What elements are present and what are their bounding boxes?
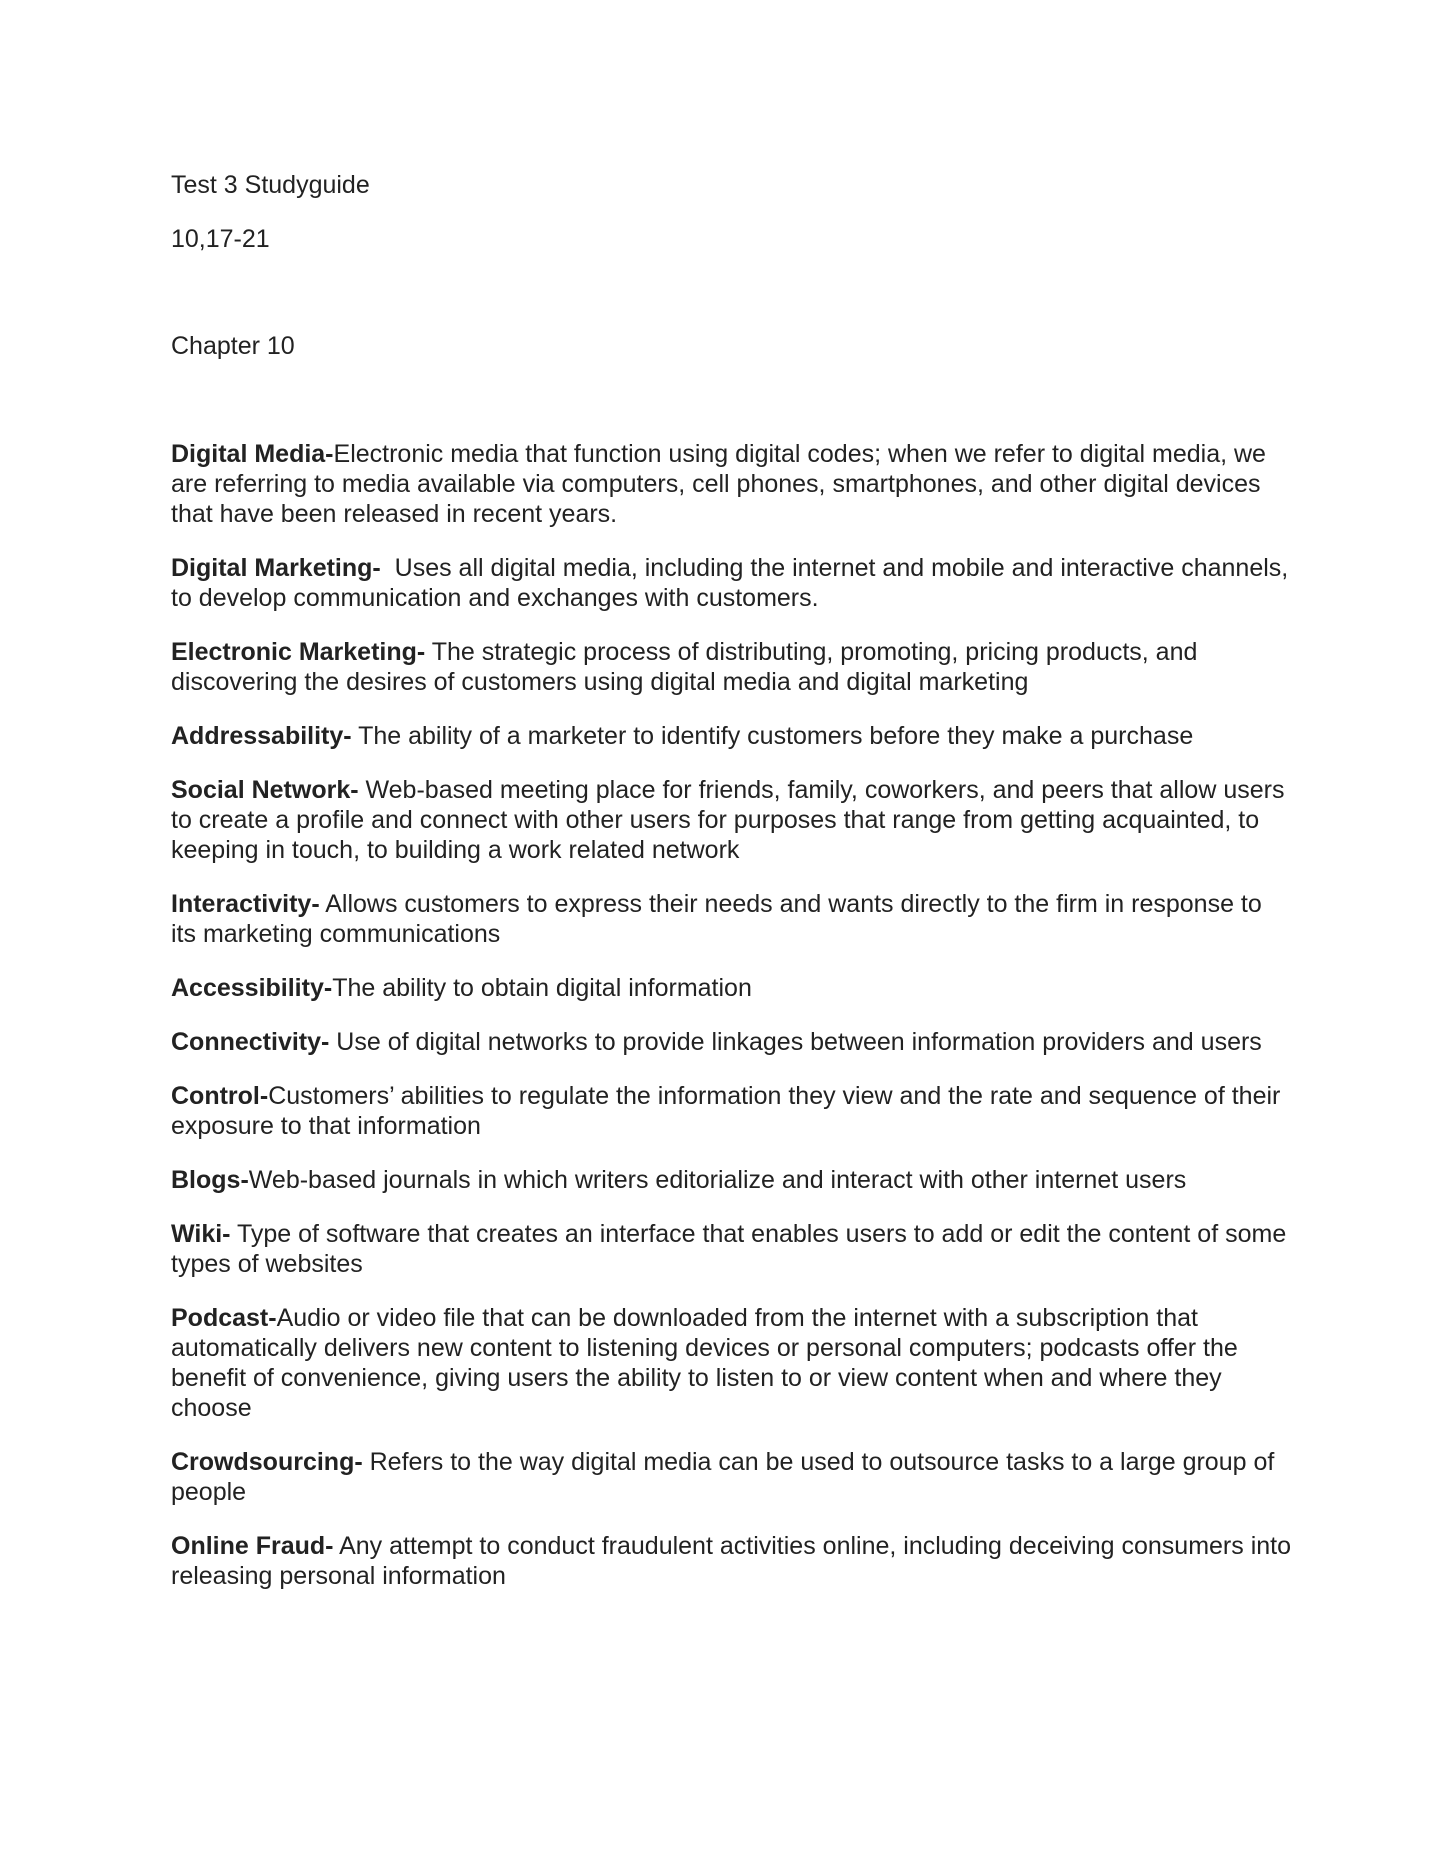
term-name: Digital Marketing- bbox=[171, 554, 381, 582]
term-definition: Web-based journals in which writers editorialize and interact with other internet users bbox=[248, 1166, 1187, 1194]
term-crowdsourcing bbox=[171, 1447, 1291, 1507]
term-definition: Any attempt to conduct fraudulent activities online, including deceiving consumers into releasing personal information bbox=[171, 1532, 1291, 1590]
term-control bbox=[171, 1081, 1291, 1141]
term-name: Podcast- bbox=[171, 1304, 277, 1332]
term-online-fraud bbox=[171, 1531, 1291, 1591]
term-definition: Uses all digital media, including the internet and mobile and interactive channels, to develop communication and exchanges with customers. bbox=[171, 554, 1296, 612]
term-name: Connectivity- bbox=[171, 1028, 330, 1056]
term-name: Social Network- bbox=[171, 776, 359, 804]
chapter-heading: Chapter 10 bbox=[171, 332, 295, 360]
term-definition: The ability of a marketer to identify customers before they make a purchase bbox=[351, 722, 1194, 750]
term-name: Electronic Marketing- bbox=[171, 638, 426, 666]
term-name: Online Fraud- bbox=[171, 1532, 334, 1560]
term-name: Digital Media- bbox=[171, 440, 334, 468]
term-podcast bbox=[171, 1303, 1291, 1423]
term-name: Crowdsourcing- bbox=[171, 1448, 363, 1476]
term-definition: Refers to the way digital media can be used to outsource tasks to a large group of people bbox=[171, 1448, 1275, 1506]
term-definition: Electronic media that function using digital codes; when we refer to digital media, we are referring to media available via computers, cell phones, smartphones, and other digital devices that have been released in recent years. bbox=[171, 440, 1266, 528]
term-social-network bbox=[171, 775, 1291, 865]
term-definition: Customers’ abilities to regulate the information they view and the rate and sequence of their exposure to that information bbox=[171, 1082, 1281, 1140]
term-definition: The ability to obtain digital information bbox=[332, 974, 752, 1002]
chapters-line: 10,17-21 bbox=[171, 225, 270, 253]
term-list bbox=[171, 439, 1296, 1615]
term-name: Blogs- bbox=[171, 1166, 249, 1194]
term-definition: Allows customers to express their needs and wants directly to the firm in response to its marketing communications bbox=[171, 890, 1262, 948]
term-name: Interactivity- bbox=[171, 890, 320, 918]
document-title: Test 3 Studyguide bbox=[171, 171, 370, 199]
term-digital-media bbox=[171, 439, 1291, 529]
term-interactivity bbox=[171, 889, 1291, 949]
term-electronic-marketing bbox=[171, 637, 1291, 697]
term-definition: Audio or video file that can be downloaded from the internet with a subscription that automatically delivers new content to listening devices or personal computers; podcasts offer the benefit of convenience, giving users the ability to listen to or view content when and where they choose bbox=[171, 1304, 1238, 1422]
term-name: Accessibility- bbox=[171, 974, 333, 1002]
term-definition: Use of digital networks to provide linkages between information providers and users bbox=[329, 1028, 1262, 1056]
term-name: Wiki- bbox=[171, 1220, 231, 1248]
term-accessibility bbox=[171, 973, 1291, 1003]
term-connectivity bbox=[171, 1027, 1291, 1057]
term-wiki bbox=[171, 1219, 1291, 1279]
term-definition: Web-based meeting place for friends, family, coworkers, and peers that allow users to create a profile and connect with other users for purposes that range from getting acquainted, to keeping in touch, to building a work related network bbox=[171, 776, 1285, 864]
term-blogs bbox=[171, 1165, 1291, 1195]
term-digital-marketing bbox=[171, 553, 1296, 613]
term-name: Addressability- bbox=[171, 722, 352, 750]
term-name: Control- bbox=[171, 1082, 269, 1110]
term-addressability bbox=[171, 721, 1291, 751]
term-definition: Type of software that creates an interface that enables users to add or edit the content of some types of websites bbox=[171, 1220, 1287, 1278]
term-definition: The strategic process of distributing, promoting, pricing products, and discovering the desires of customers using digital media and digital marketing bbox=[171, 638, 1198, 696]
